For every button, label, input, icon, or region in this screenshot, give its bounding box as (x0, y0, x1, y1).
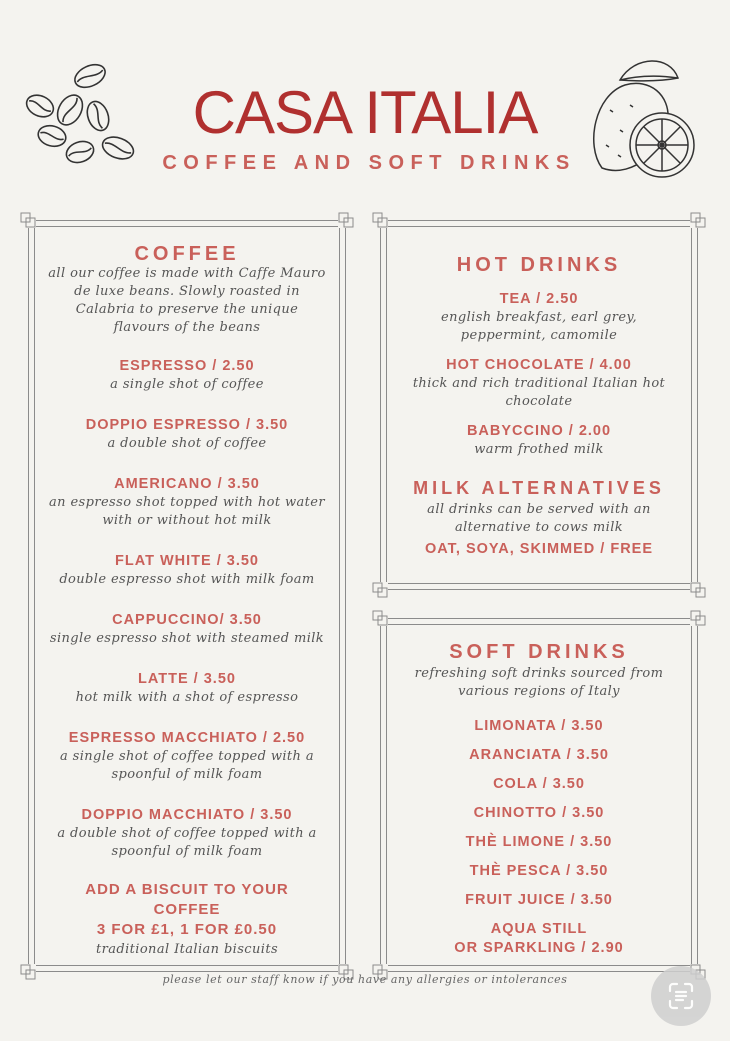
allergy-notice: please let our staff know if you have any allergies or intolerances (162, 973, 568, 986)
menu-item-espresso-macchiato: ESPRESSO MACCHIATO / 2.50 (68, 730, 306, 746)
soft-drinks-title: SOFT DRINKS (449, 641, 629, 663)
menu-item-desc: warm frothed milk (474, 442, 604, 457)
menu-item-americano: AMERICANO / 3.50 (114, 476, 260, 492)
panel-corner-ornament (338, 212, 354, 228)
menu-item-flat-white: FLAT WHITE / 3.50 (114, 553, 260, 569)
panel-corner-ornament (20, 212, 36, 228)
menu-item-desc: a single shot of coffee (110, 377, 264, 392)
menu-item-tea: TEA / 2.50 (499, 291, 579, 307)
menu-item-desc: single espresso shot with steamed milk (49, 631, 325, 646)
panel-corner-ornament (372, 582, 388, 598)
menu-item-desc: double espresso shot with milk foam (59, 572, 315, 587)
menu-item-desc: thick and rich traditional Italian hot chocolate (412, 376, 666, 409)
menu-item-limonata: LIMONATA / 3.50 (474, 718, 604, 734)
menu-item-the-limone: THÈ LIMONE / 3.50 (465, 834, 613, 850)
menu-item-doppio-macchiato: DOPPIO MACCHIATO / 3.50 (81, 807, 293, 823)
coffee-panel (28, 220, 346, 972)
hot-drinks-panel (380, 220, 698, 590)
hot-drinks-title: HOT DRINKS (456, 254, 622, 276)
scan-document-button[interactable] (651, 966, 711, 1026)
panel-corner-ornament (372, 610, 388, 626)
page-title: CASA ITALIA (192, 79, 538, 146)
milk-alternatives-title: MILK ALTERNATIVES (413, 478, 665, 498)
panel-corner-ornament (690, 212, 706, 228)
menu-item-desc: a single shot of coffee topped with a spoonful of milk foam (59, 749, 315, 782)
soft-drinks-desc: refreshing soft drinks sourced from various regions of Italy (414, 666, 664, 699)
menu-item-desc: hot milk with a shot of espresso (75, 690, 299, 705)
menu-item-cappuccino: CAPPUCCINO/ 3.50 (112, 612, 262, 628)
coffee-intro: all our coffee is made with Caffe Mauro de luxe beans. Slowly roasted in Calabria to preserve the unique flavours of the beans (48, 266, 326, 335)
menu-item-espresso: ESPRESSO / 2.50 (119, 358, 255, 374)
menu-item-doppio-espresso: DOPPIO ESPRESSO / 3.50 (85, 417, 289, 433)
menu-item-chinotto: CHINOTTO / 3.50 (473, 805, 605, 821)
page-subtitle: COFFEE AND SOFT DRINKS (162, 152, 576, 174)
panel-corner-ornament (372, 212, 388, 228)
menu-item-cola: COLA / 3.50 (493, 776, 585, 792)
menu-item-fruit-juice: FRUIT JUICE / 3.50 (465, 892, 613, 908)
scan-document-icon (651, 966, 711, 1026)
menu-item-desc: english breakfast, earl grey, peppermint, camomile (441, 310, 637, 343)
milk-alternatives-options: OAT, SOYA, SKIMMED / FREE (424, 541, 654, 557)
panel-corner-ornament (690, 610, 706, 626)
menu-item-hot-chocolate: HOT CHOCOLATE / 4.00 (446, 357, 632, 373)
menu-item-desc: an espresso shot topped with hot water with or without hot milk (49, 495, 325, 528)
biscuit-desc: traditional Italian biscuits (95, 942, 279, 957)
menu-item-the-pesca: THÈ PESCA / 3.50 (469, 863, 609, 879)
menu-item-latte: LATTE / 3.50 (138, 671, 236, 687)
milk-alternatives-desc: all drinks can be served with an alternative to cows milk (427, 502, 651, 535)
menu-item-babyccino: BABYCCINO / 2.00 (466, 423, 612, 439)
menu-item-desc: a double shot of coffee topped with a spoonful of milk foam (57, 826, 317, 859)
menu-item-aranciata: ARANCIATA / 3.50 (469, 747, 609, 763)
biscuit-offer: ADD A BISCUIT TO YOUR COFFEE 3 FOR £1, 1 FOR £0.50 (85, 881, 289, 938)
panel-corner-ornament (690, 582, 706, 598)
soft-drinks-panel (380, 618, 698, 972)
coffee-title: COFFEE (134, 243, 240, 265)
menu-item-aqua: AQUA STILL OR SPARKLING / 2.90 (454, 921, 624, 956)
menu-item-desc: a double shot of coffee (107, 436, 267, 451)
